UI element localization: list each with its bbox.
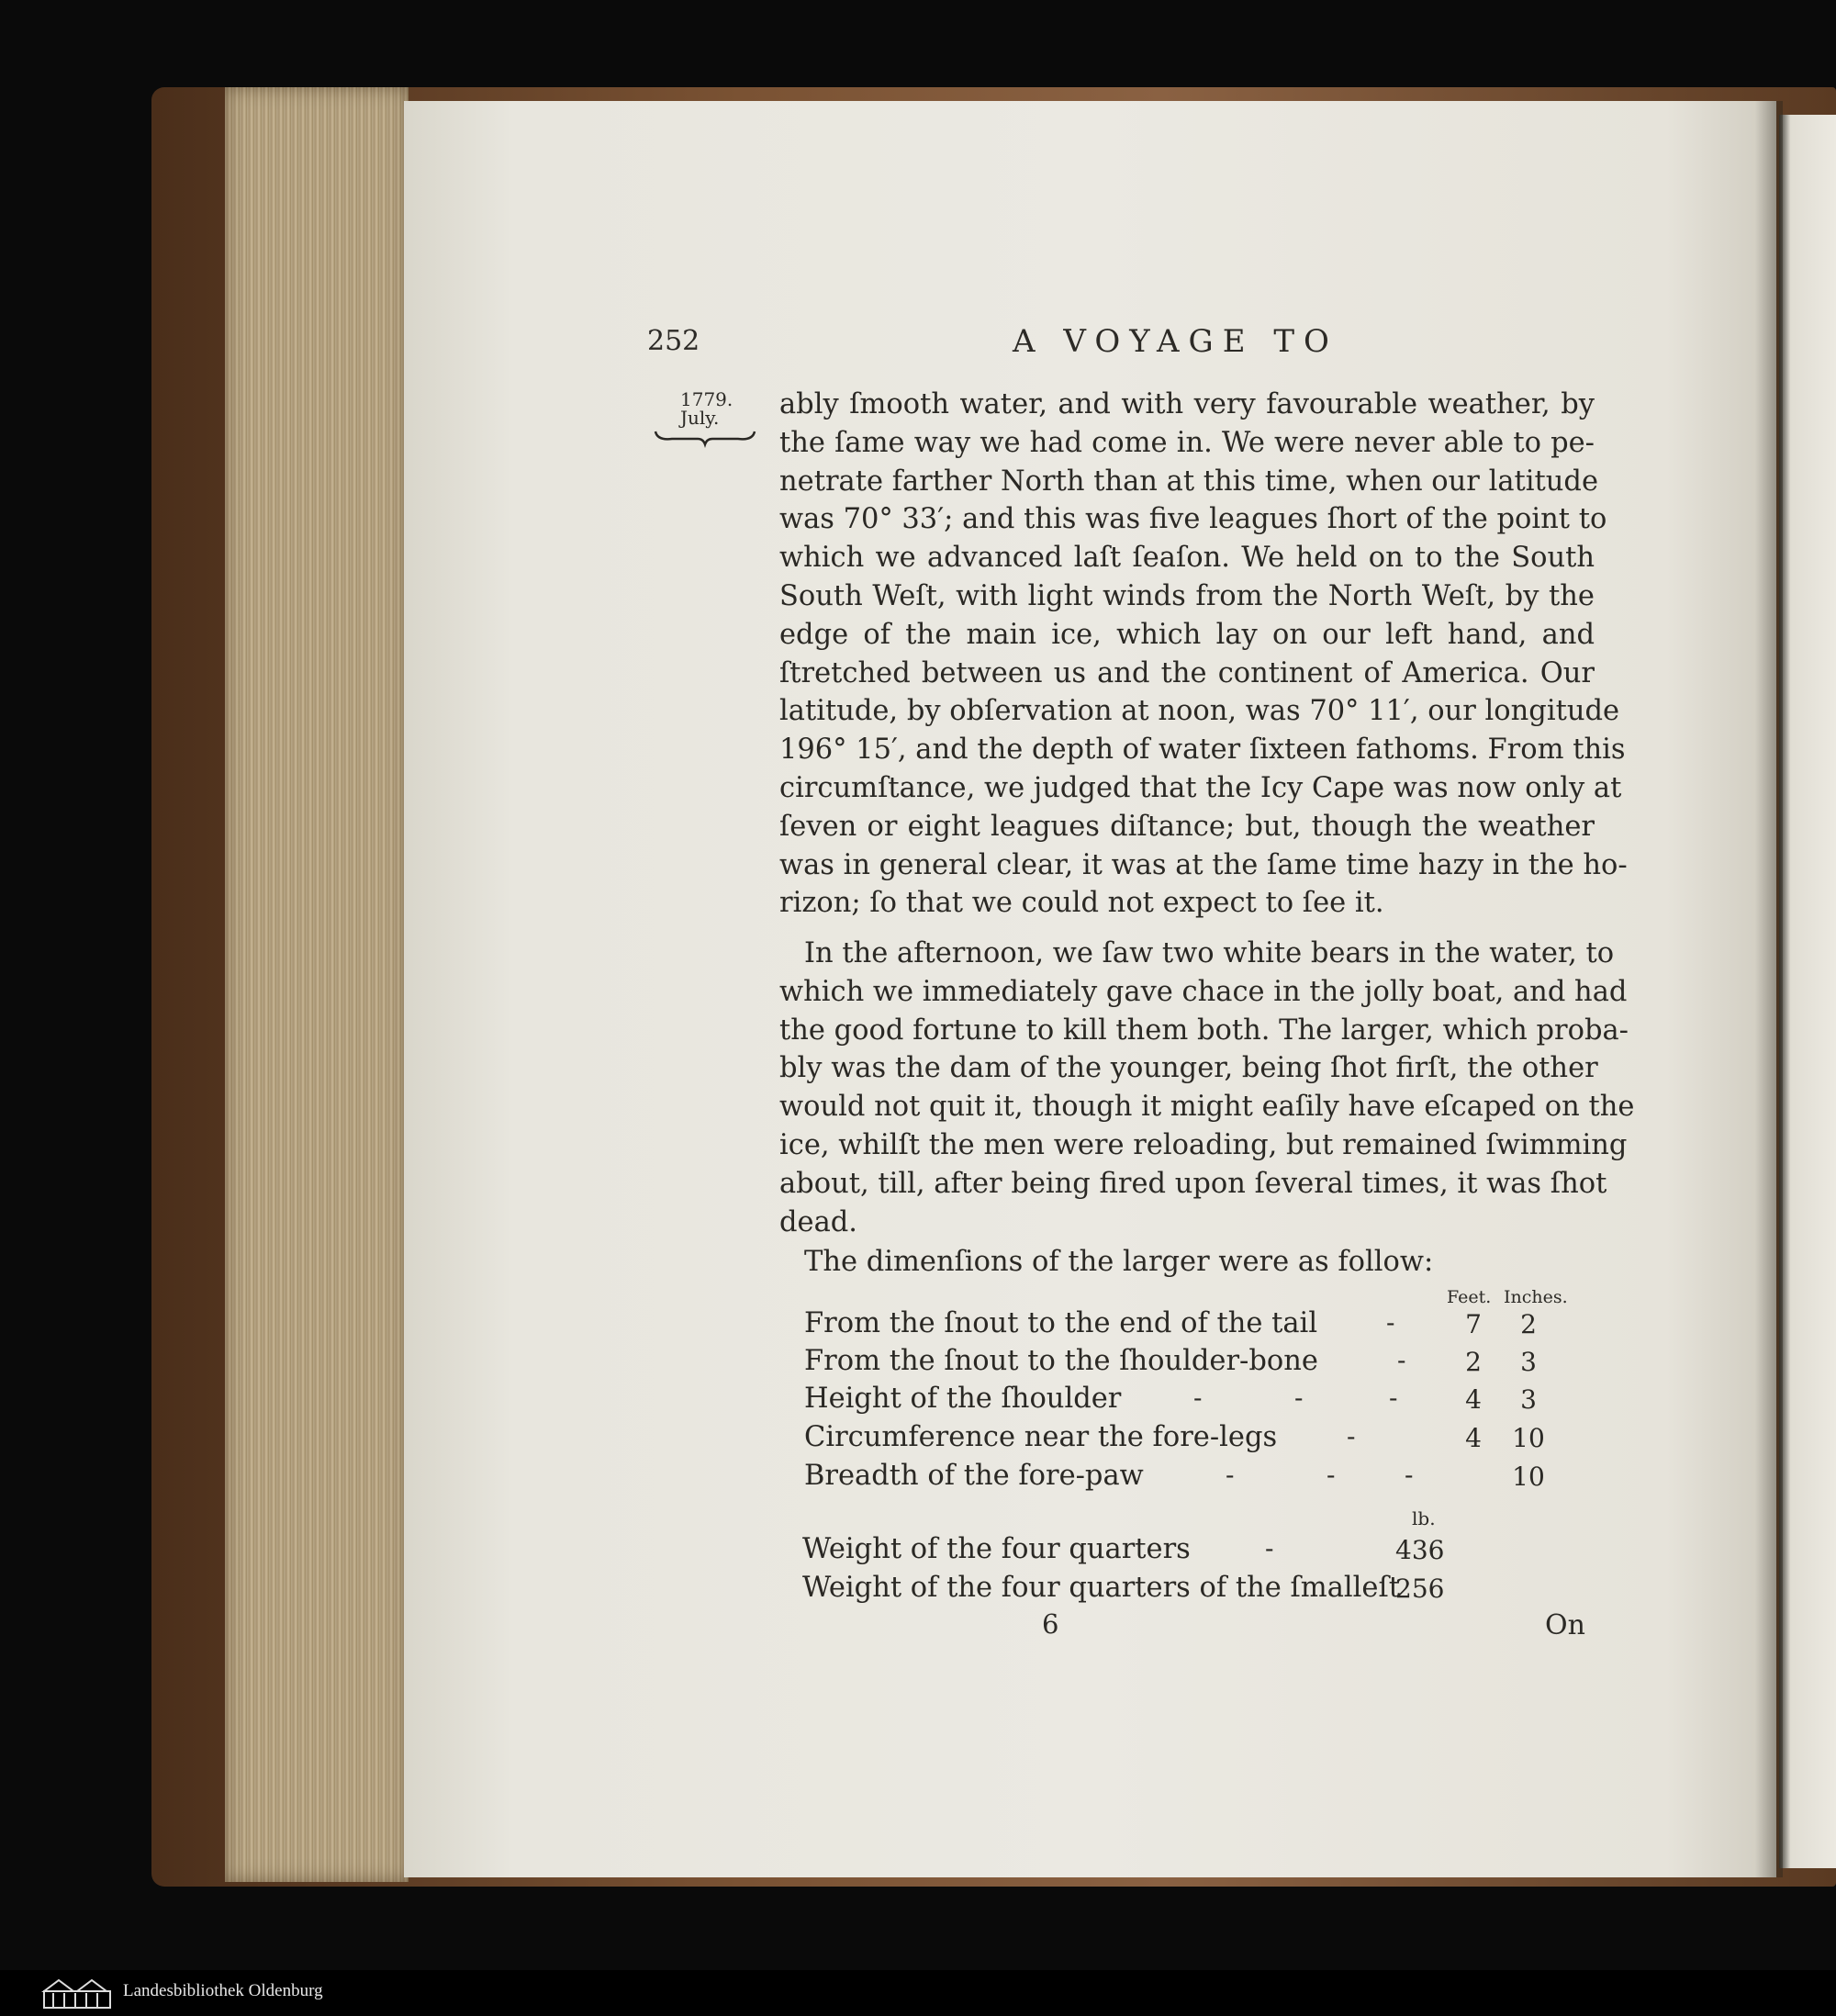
leader-dash: -	[1397, 1345, 1406, 1375]
paragraph-1-line: was in general clear, it was at the ſame time hazy in the ho-	[779, 848, 1628, 881]
library-name: Landesbibliothek Oldenburg	[123, 1981, 323, 2000]
leader-dash: -	[1193, 1383, 1203, 1413]
running-head: A VOYAGE TO	[1013, 323, 1338, 360]
table-cell-feet: 4	[1465, 1423, 1482, 1453]
paragraph-1-line: circumſtance, we judged that the Icy Cape was now only at	[779, 772, 1622, 804]
paragraph-1-line: the ſame way we had come in. We were never able to pe-	[779, 426, 1595, 459]
table-cell-inches: 3	[1520, 1347, 1537, 1377]
table-cell-feet: 2	[1465, 1347, 1482, 1377]
weight-unit-header: lb.	[1412, 1507, 1436, 1529]
page-gutter-shadow	[1755, 101, 1783, 1877]
signature-mark: 6	[1042, 1608, 1059, 1640]
paragraph-1-line: 196° 15′, and the depth of water ſixteen fathoms. From this	[779, 734, 1626, 767]
table-cell-feet: 4	[1465, 1384, 1482, 1415]
table-row-label: Circumference near the fore-legs	[804, 1421, 1278, 1453]
marginal-brace	[654, 430, 756, 448]
leader-dash: -	[1389, 1383, 1398, 1413]
page-number: 252	[647, 325, 700, 357]
leader-dash: -	[1265, 1533, 1274, 1563]
paragraph-2-line: dead.	[779, 1205, 857, 1238]
paragraph-1-line: rizon; ſo that we could not expect to ſee it.	[779, 887, 1384, 920]
table-cell-inches: 3	[1520, 1384, 1537, 1415]
leader-dash: -	[1327, 1460, 1336, 1490]
catchword: On	[1545, 1609, 1585, 1641]
paragraph-1-line: latitude, by obſervation at noon, was 70° 11′, our longitude	[779, 695, 1620, 728]
column-header-feet: Feet.	[1447, 1287, 1492, 1307]
paragraph-1-line: which we advanced laſt ſeaſon. We held on to the South	[779, 542, 1595, 575]
paragraph-2-line: which we immediately gave chace in the jolly boat, and had	[779, 975, 1628, 1008]
paragraph-1-line: edge of the main ice, which lay on our left hand, and	[779, 618, 1595, 651]
paragraph-1-line: netrate farther North than at this time, when our latitude	[779, 465, 1598, 498]
table-cell-inches: 10	[1512, 1423, 1545, 1453]
marginal-month: July.	[680, 407, 720, 429]
table-cell-feet: 7	[1465, 1309, 1482, 1339]
library-logo-icon	[40, 1977, 114, 2011]
weight-row-label: Weight of the four quarters of the ſmalleſt	[802, 1572, 1400, 1604]
paragraph-1-line: ſeven or eight leagues diſtance; but, though the weather	[779, 810, 1595, 843]
facing-page-edge	[1779, 115, 1836, 1868]
weight-value: 256	[1395, 1574, 1445, 1604]
table-row-label: Breadth of the fore-paw	[804, 1460, 1144, 1492]
weight-value: 436	[1395, 1535, 1445, 1565]
paragraph-1-line: ſtretched between us and the continent of America. Our	[779, 656, 1595, 689]
leader-dash: -	[1226, 1460, 1235, 1490]
leader-dash: -	[1405, 1460, 1414, 1490]
leader-dash: -	[1386, 1307, 1395, 1338]
paragraph-1-line: was 70° 33′; and this was five leagues ſhort of the point to	[779, 503, 1607, 536]
table-cell-inches: 2	[1520, 1309, 1537, 1339]
table-row-label: From the ſnout to the ſhoulder-bone	[804, 1345, 1318, 1377]
weight-row-label: Weight of the four quarters	[802, 1533, 1191, 1565]
page-fore-edge	[225, 87, 409, 1882]
paragraph-1-line: ably ſmooth water, and with very favourable weather, by	[779, 388, 1595, 420]
paragraph-2-line: the good fortune to kill them both. The larger, which proba-	[779, 1014, 1629, 1047]
leader-dash: -	[1347, 1421, 1356, 1451]
leader-dash: -	[1294, 1383, 1304, 1413]
table-row-label: From the ſnout to the end of the tail	[804, 1307, 1318, 1339]
paragraph-2-line: bly was the dam of the younger, being ſhot firſt, the other	[779, 1052, 1598, 1085]
paragraph-2-line: ice, whilſt the men were reloading, but remained ſwimming	[779, 1129, 1628, 1161]
column-header-inches: Inches.	[1504, 1287, 1568, 1307]
table-cell-inches: 10	[1512, 1462, 1545, 1492]
table-row-label: Height of the ſhoulder	[804, 1383, 1122, 1415]
paragraph-2-line: In the afternoon, we ſaw two white bears in the water, to	[804, 937, 1615, 969]
paragraph-1-line: South Weſt, with light winds from the North Weſt, by the	[779, 580, 1595, 612]
paragraph-2-line: would not quit it, though it might eaſily have eſcaped on the	[779, 1091, 1635, 1124]
marginal-year: 1779.	[680, 388, 733, 410]
paragraph-2-line: about, till, after being fired upon ſeveral times, it was ſhot	[779, 1167, 1607, 1200]
table-intro-line: The dimenſions of the larger were as follow:	[804, 1246, 1434, 1278]
